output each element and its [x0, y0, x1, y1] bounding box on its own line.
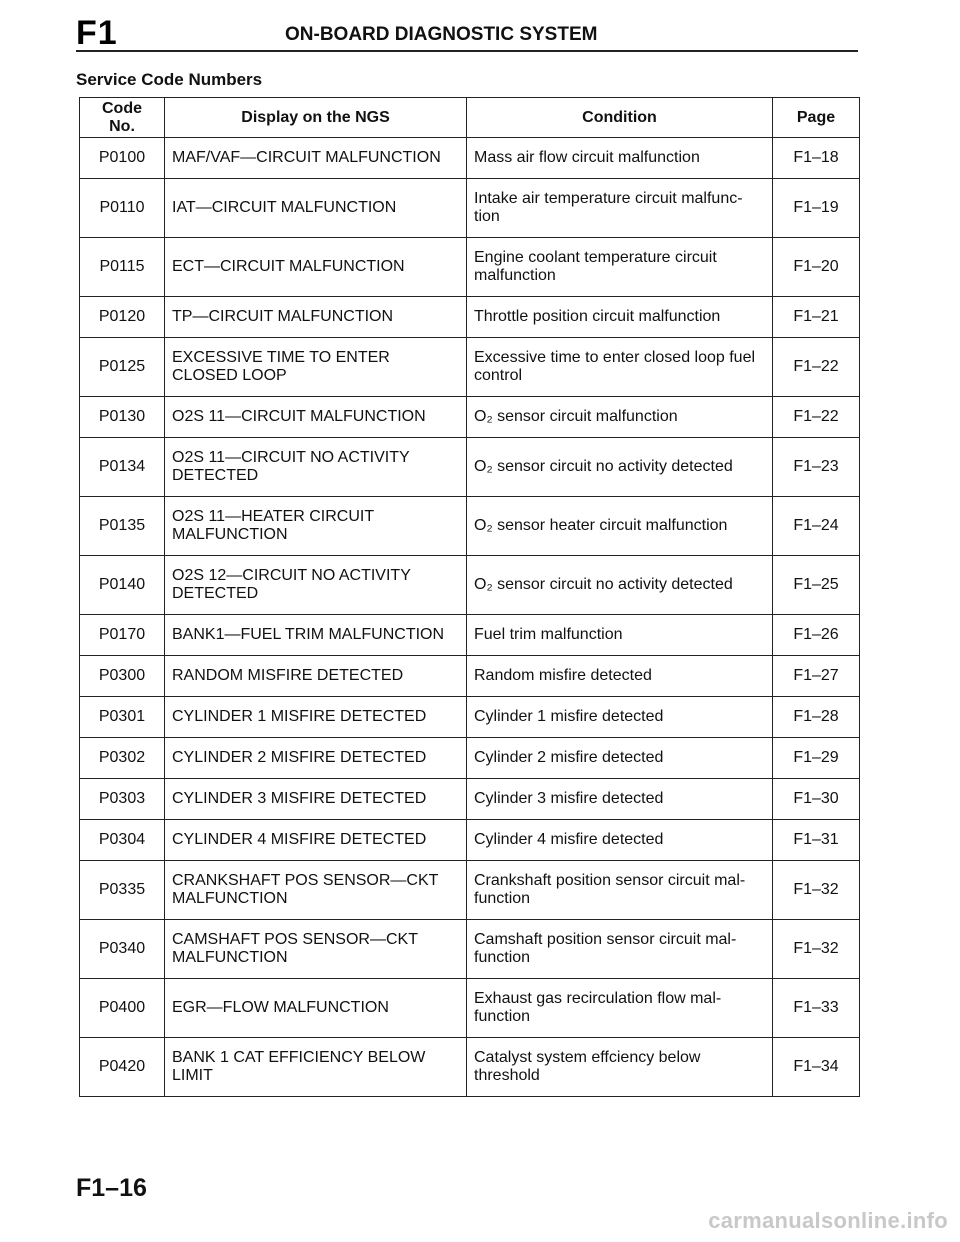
display-cell: EGR—FLOW MALFUNCTION [165, 979, 467, 1038]
document-title: ON-BOARD DIAGNOSTIC SYSTEM [285, 24, 598, 45]
page-cell: F1–31 [773, 820, 860, 861]
code-cell: P0115 [80, 238, 165, 297]
condition-cell: Engine coolant temperature circuit malfunction [467, 238, 773, 297]
page-cell: F1–26 [773, 615, 860, 656]
table-row [80, 1038, 860, 1097]
display-cell: MAF/VAF—CIRCUIT MALFUNCTION [165, 138, 467, 179]
code-cell: P0300 [80, 656, 165, 697]
table-row [80, 438, 860, 497]
display-cell: CYLINDER 4 MISFIRE DETECTED [165, 820, 467, 861]
table-row [80, 238, 860, 297]
table-row [80, 338, 860, 397]
page-cell: F1–33 [773, 979, 860, 1038]
page-cell: F1–34 [773, 1038, 860, 1097]
page-header [76, 14, 858, 52]
table-row [80, 297, 860, 338]
page-cell: F1–23 [773, 438, 860, 497]
page-cell: F1–28 [773, 697, 860, 738]
page-cell: F1–29 [773, 738, 860, 779]
column-header-condition: Condition [467, 98, 773, 138]
display-cell: ECT—CIRCUIT MALFUNCTION [165, 238, 467, 297]
code-cell: P0130 [80, 397, 165, 438]
condition-cell: Exhaust gas recirculation flow mal-function [467, 979, 773, 1038]
condition-cell: O₂ sensor heater circuit malfunction [467, 497, 773, 556]
code-cell: P0302 [80, 738, 165, 779]
condition-cell: O₂ sensor circuit malfunction [467, 397, 773, 438]
code-cell: P0125 [80, 338, 165, 397]
page-cell: F1–32 [773, 861, 860, 920]
table-header-row [80, 98, 860, 138]
display-cell: CRANKSHAFT POS SENSOR—CKT MALFUNCTION [165, 861, 467, 920]
page-cell: F1–21 [773, 297, 860, 338]
display-cell: CYLINDER 3 MISFIRE DETECTED [165, 779, 467, 820]
condition-cell: Excessive time to enter closed loop fuel control [467, 338, 773, 397]
display-cell: IAT—CIRCUIT MALFUNCTION [165, 179, 467, 238]
page-cell: F1–32 [773, 920, 860, 979]
condition-cell: Cylinder 1 misfire detected [467, 697, 773, 738]
table-row [80, 861, 860, 920]
code-cell: P0400 [80, 979, 165, 1038]
page-number: F1–16 [76, 1174, 147, 1202]
column-header-display: Display on the NGS [165, 98, 467, 138]
column-header-code: Code No. [80, 98, 165, 138]
condition-cell: O₂ sensor circuit no activity detected [467, 556, 773, 615]
condition-cell: Cylinder 4 misfire detected [467, 820, 773, 861]
code-cell: P0100 [80, 138, 165, 179]
condition-cell: Fuel trim malfunction [467, 615, 773, 656]
display-cell: CAMSHAFT POS SENSOR—CKT MALFUNCTION [165, 920, 467, 979]
display-cell: CYLINDER 2 MISFIRE DETECTED [165, 738, 467, 779]
page-cell: F1–24 [773, 497, 860, 556]
display-cell: O2S 11—CIRCUIT MALFUNCTION [165, 397, 467, 438]
section-id: F1 [76, 14, 118, 52]
table-row [80, 615, 860, 656]
code-cell: P0303 [80, 779, 165, 820]
table-row [80, 397, 860, 438]
table-row [80, 820, 860, 861]
condition-cell: Intake air temperature circuit malfunc-tion [467, 179, 773, 238]
code-cell: P0301 [80, 697, 165, 738]
condition-cell: Cylinder 3 misfire detected [467, 779, 773, 820]
page-cell: F1–27 [773, 656, 860, 697]
service-code-table [79, 97, 860, 1097]
page-cell: F1–19 [773, 179, 860, 238]
table-row [80, 179, 860, 238]
condition-cell: Camshaft position sensor circuit mal-function [467, 920, 773, 979]
page-cell: F1–18 [773, 138, 860, 179]
watermark: carmanualsonline.info [708, 1208, 948, 1233]
condition-cell: Cylinder 2 misfire detected [467, 738, 773, 779]
table-row [80, 920, 860, 979]
display-cell: TP—CIRCUIT MALFUNCTION [165, 297, 467, 338]
page-cell: F1–22 [773, 397, 860, 438]
condition-cell: Random misfire detected [467, 656, 773, 697]
condition-cell: Catalyst system effciency below threshold [467, 1038, 773, 1097]
table-row [80, 779, 860, 820]
display-cell: O2S 11—HEATER CIRCUIT MALFUNCTION [165, 497, 467, 556]
code-cell: P0170 [80, 615, 165, 656]
code-cell: P0140 [80, 556, 165, 615]
code-cell: P0340 [80, 920, 165, 979]
table-row [80, 556, 860, 615]
page-cell: F1–25 [773, 556, 860, 615]
code-cell: P0335 [80, 861, 165, 920]
display-cell: O2S 11—CIRCUIT NO ACTIVITY DETECTED [165, 438, 467, 497]
code-cell: P0420 [80, 1038, 165, 1097]
display-cell: RANDOM MISFIRE DETECTED [165, 656, 467, 697]
display-cell: EXCESSIVE TIME TO ENTER CLOSED LOOP [165, 338, 467, 397]
page-cell: F1–22 [773, 338, 860, 397]
display-cell: O2S 12—CIRCUIT NO ACTIVITY DETECTED [165, 556, 467, 615]
condition-cell: Crankshaft position sensor circuit mal-function [467, 861, 773, 920]
display-cell: BANK 1 CAT EFFICIENCY BELOW LIMIT [165, 1038, 467, 1097]
table-row [80, 138, 860, 179]
column-header-page: Page [773, 98, 860, 138]
code-cell: P0120 [80, 297, 165, 338]
page-cell: F1–20 [773, 238, 860, 297]
condition-cell: O₂ sensor circuit no activity detected [467, 438, 773, 497]
code-cell: P0304 [80, 820, 165, 861]
code-cell: P0110 [80, 179, 165, 238]
table-row [80, 697, 860, 738]
code-cell: P0134 [80, 438, 165, 497]
page-cell: F1–30 [773, 779, 860, 820]
code-cell: P0135 [80, 497, 165, 556]
condition-cell: Mass air flow circuit malfunction [467, 138, 773, 179]
table-row [80, 497, 860, 556]
table-row [80, 656, 860, 697]
condition-cell: Throttle position circuit malfunction [467, 297, 773, 338]
table-row [80, 738, 860, 779]
display-cell: CYLINDER 1 MISFIRE DETECTED [165, 697, 467, 738]
table-row [80, 979, 860, 1038]
display-cell: BANK1—FUEL TRIM MALFUNCTION [165, 615, 467, 656]
table-title: Service Code Numbers [76, 70, 263, 89]
